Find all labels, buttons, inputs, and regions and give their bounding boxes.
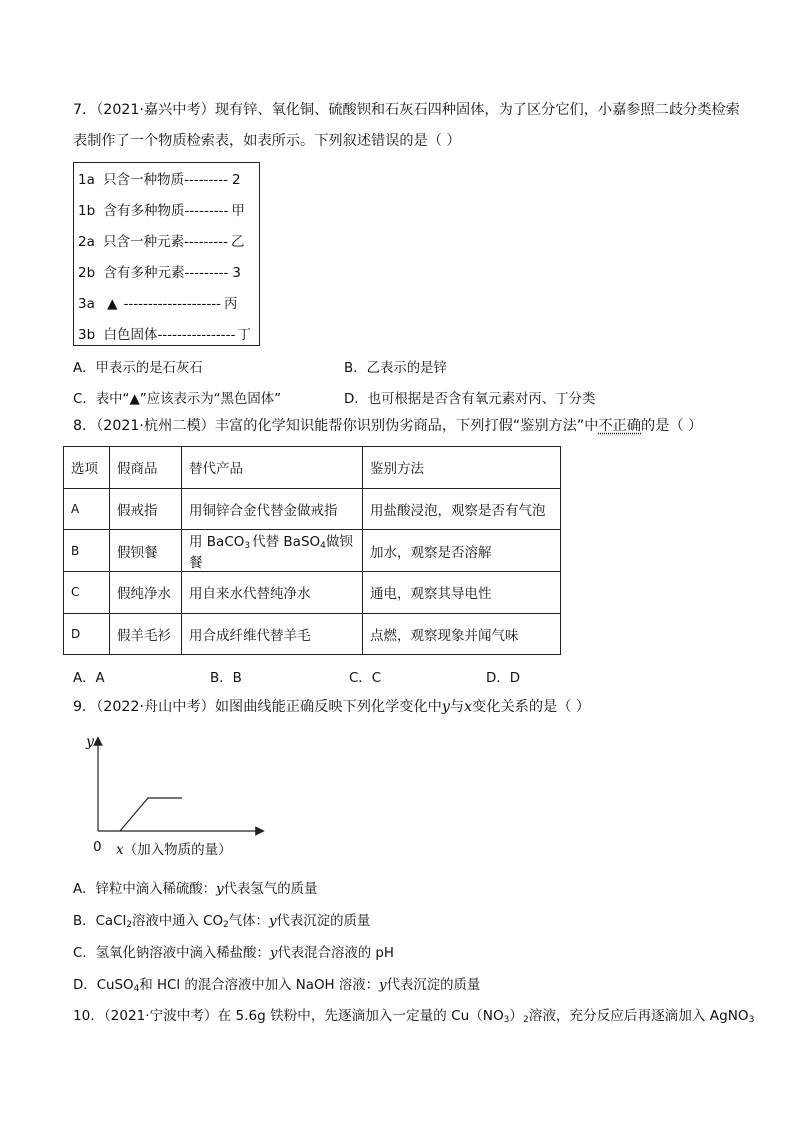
var-y: y bbox=[441, 699, 450, 715]
var-x: x bbox=[464, 699, 473, 715]
key-row bbox=[78, 292, 238, 312]
formula-text: 用 BaCO bbox=[189, 534, 245, 550]
key-code: 2a bbox=[78, 234, 95, 250]
formula-text: 代替 BaSO bbox=[252, 534, 321, 550]
q9-option-b[interactable] bbox=[73, 910, 370, 930]
option-text: D．CuSO bbox=[73, 978, 134, 993]
cell-fake: 假羊毛衫 bbox=[110, 613, 182, 655]
key-code: 2b bbox=[78, 265, 96, 281]
key-dots: --------- bbox=[184, 203, 229, 219]
key-result: 丙 bbox=[224, 296, 238, 312]
table-row bbox=[64, 572, 561, 614]
q8-stem bbox=[73, 416, 702, 436]
option-text: 代表氢气的质量 bbox=[223, 882, 318, 897]
q7-option-a[interactable]: A．甲表示的是石灰石 bbox=[73, 361, 203, 376]
key-row bbox=[78, 199, 245, 219]
q9-stem-text: 9．（2022·舟山中考）如图曲线能正确反映下列化学变化中 bbox=[73, 699, 442, 715]
q8-option-c[interactable]: C．C bbox=[349, 671, 382, 686]
graph-x-caption-text: （加入物质的量） bbox=[123, 842, 232, 858]
key-code: 3a bbox=[78, 296, 95, 312]
option-text: B．CaCl bbox=[73, 914, 127, 929]
cell-method: 点燃，观察现象并闻气味 bbox=[363, 613, 561, 655]
header-method: 鉴别方法 bbox=[363, 447, 561, 489]
key-dots: --------- bbox=[184, 172, 229, 188]
key-result: 甲 bbox=[231, 203, 245, 219]
cell-method: 用盐酸浸泡，观察是否有气泡 bbox=[363, 488, 561, 530]
option-text: C．氢氧化钠溶液中滴入稀盐酸： bbox=[73, 946, 270, 961]
cell-method: 通电，观察其导电性 bbox=[363, 572, 561, 614]
q10-stem-text: 溶液，充分反应后再逐滴加入 AgNO bbox=[528, 1008, 749, 1024]
var-y: y bbox=[268, 914, 277, 929]
key-code: 1b bbox=[78, 203, 96, 219]
cell-option: A bbox=[64, 488, 110, 530]
cell-fake: 假戒指 bbox=[110, 488, 182, 530]
key-text: 含有多种物质 bbox=[103, 203, 185, 219]
cell-option: D bbox=[64, 613, 110, 655]
cell-option: C bbox=[64, 572, 110, 614]
q8-option-d[interactable]: D．D bbox=[486, 671, 521, 686]
key-dots: --------- bbox=[184, 265, 229, 281]
subscript: 2 bbox=[523, 1015, 529, 1025]
q7-stem-line1: 7．（2021·嘉兴中考）现有锌、氧化铜、硫酸钡和石灰石四种固体，为了区分它们，小嘉参照二歧分类检索 bbox=[73, 102, 740, 118]
var-y: y bbox=[216, 882, 224, 897]
header-substitute: 替代产品 bbox=[182, 447, 363, 489]
q9-option-a[interactable] bbox=[73, 878, 317, 897]
key-row bbox=[78, 323, 251, 343]
q9-stem-text-end: 变化关系的是（ ） bbox=[472, 699, 591, 715]
q8-stem-text: 8．（2021·杭州二模）丰富的化学知识能帮你识别伪劣商品，下列打假“鉴别方法”中 bbox=[73, 418, 599, 434]
cell-method: 加水，观察是否溶解 bbox=[363, 530, 561, 572]
table-row bbox=[64, 530, 561, 572]
curve-line bbox=[120, 798, 182, 831]
key-dots: ---------------- bbox=[157, 327, 236, 343]
var-y: y bbox=[269, 946, 278, 961]
q9-stem bbox=[73, 697, 590, 717]
key-dots: --------- bbox=[184, 234, 229, 250]
key-text: 只含一种物质 bbox=[103, 172, 185, 188]
q8-table bbox=[63, 446, 561, 655]
cell-option: B bbox=[64, 530, 110, 572]
key-row bbox=[78, 261, 241, 281]
subscript: 3 bbox=[244, 541, 251, 551]
table-header-row bbox=[64, 447, 561, 489]
key-code: 1a bbox=[78, 172, 95, 188]
subscript: 2 bbox=[126, 920, 132, 930]
key-result: 丁 bbox=[237, 327, 251, 343]
key-code: 3b bbox=[78, 327, 96, 343]
q8-stem-text-end: 的是（ ） bbox=[641, 418, 703, 434]
q9-option-c[interactable] bbox=[73, 942, 394, 961]
graph-y-label: y bbox=[86, 734, 94, 750]
option-text: 气体： bbox=[228, 914, 269, 929]
triangle-icon: ▲ bbox=[107, 296, 118, 312]
q7-option-c[interactable]: C．表中“▲”应该表示为“黑色固体” bbox=[73, 392, 282, 407]
cell-substitute: 用合成纤维代替羊毛 bbox=[182, 613, 363, 655]
key-result: 乙 bbox=[231, 234, 245, 250]
q10-stem-text: 10．（2021·宁波中考）在 5.6g 铁粉中，先逐滴加入一定量的 Cu（NO bbox=[73, 1008, 504, 1024]
q9-stem-text: 与 bbox=[449, 699, 465, 715]
option-text: 代表沉淀的质量 bbox=[386, 978, 481, 993]
graph-x-label: x bbox=[116, 842, 124, 858]
q8-stem-emphasis: 不正确 bbox=[598, 418, 642, 434]
key-text: 只含一种元素 bbox=[103, 234, 185, 250]
option-text: A．锌粒中滴入稀硫酸： bbox=[73, 882, 217, 897]
var-y: y bbox=[379, 978, 387, 993]
q8-option-b[interactable]: B．B bbox=[210, 671, 242, 686]
table-row bbox=[64, 613, 561, 655]
graph-x-caption bbox=[116, 838, 232, 858]
cell-fake: 假纯净水 bbox=[110, 572, 182, 614]
formula-text: 做钡餐 bbox=[189, 534, 353, 571]
key-result: 2 bbox=[232, 172, 241, 188]
q9-option-d[interactable] bbox=[73, 974, 480, 994]
cell-fake: 假钡餐 bbox=[110, 530, 182, 572]
key-dots: -------------------- bbox=[123, 296, 221, 312]
q7-option-d[interactable]: D．也可根据是否含有氧元素对丙、丁分类 bbox=[344, 392, 596, 407]
q7-stem-line2: 表制作了一个物质检索表，如表所示。下列叙述错误的是（ ） bbox=[73, 133, 461, 149]
option-text: 和 HCl 的混合溶液中加入 NaOH 溶液： bbox=[139, 978, 379, 993]
option-text: 代表混合溶液的 pH bbox=[277, 946, 394, 961]
key-text: 白色固体 bbox=[103, 327, 158, 343]
subscript: 3 bbox=[503, 1015, 510, 1025]
option-text: 代表沉淀的质量 bbox=[276, 914, 371, 929]
cell-substitute: 用自来水代替纯净水 bbox=[182, 572, 363, 614]
q10-stem bbox=[73, 1006, 754, 1030]
subscript: 4 bbox=[133, 984, 140, 994]
q10-stem-text: ） bbox=[509, 1008, 523, 1024]
cell-substitute: 用铜锌合金代替金做戒指 bbox=[182, 488, 363, 530]
key-text: 含有多种元素 bbox=[103, 265, 185, 281]
header-option: 选项 bbox=[64, 447, 110, 489]
subscript: 2 bbox=[223, 920, 229, 930]
cell-substitute bbox=[182, 530, 363, 572]
option-text: 溶液中通入 CO bbox=[131, 914, 224, 929]
subscript: 3 bbox=[748, 1015, 755, 1025]
graph-origin: 0 bbox=[93, 839, 102, 855]
key-row bbox=[78, 230, 245, 250]
q8-option-a[interactable]: A．A bbox=[73, 671, 105, 686]
q7-option-b[interactable]: B．乙表示的是锌 bbox=[344, 361, 447, 376]
q7-key-table bbox=[73, 162, 260, 346]
subscript: 4 bbox=[320, 541, 326, 551]
key-row bbox=[78, 168, 241, 188]
key-result: 3 bbox=[232, 265, 241, 281]
table-row bbox=[64, 488, 561, 530]
header-fake: 假商品 bbox=[110, 447, 182, 489]
